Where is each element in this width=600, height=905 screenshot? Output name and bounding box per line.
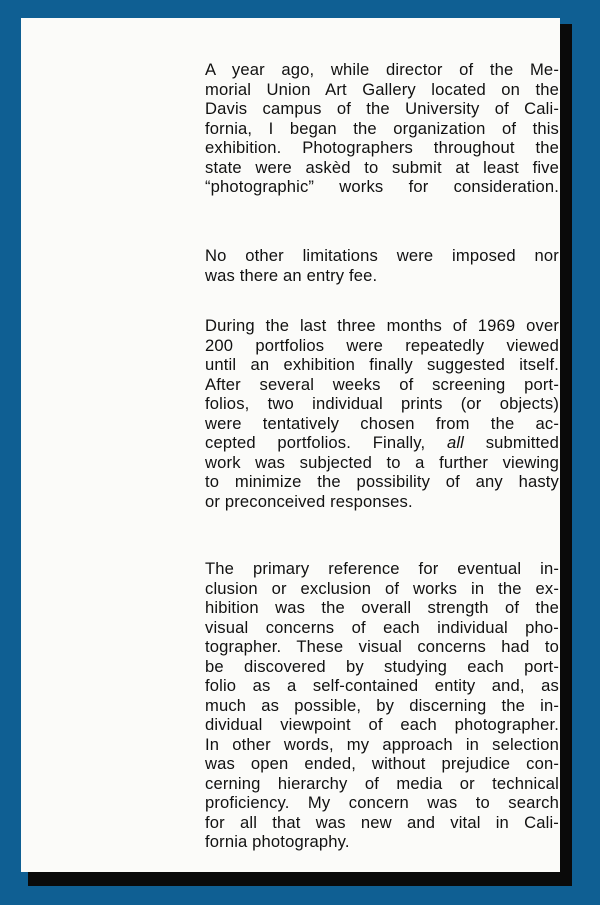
text-line: be discovered by studying each port- <box>205 656 559 676</box>
text-line: After several weeks of screening port- <box>205 374 559 394</box>
text-line: much as possible, by discerning the in- <box>205 695 559 715</box>
text-line: was there an entry fee. <box>205 265 378 285</box>
text-line: A year ago, while director of the Me- <box>205 60 559 79</box>
text-line: Davis campus of the University of Cali- <box>205 99 559 118</box>
text-line: cerning hierarchy of media or technical <box>205 773 559 793</box>
emphasized-word: all <box>446 433 464 452</box>
text-line: In other words, my approach in selection <box>205 734 559 754</box>
text-line: The primary reference for eventual in- <box>205 559 559 578</box>
text-line: fornia, I began the organization of this <box>205 118 559 138</box>
paragraph-2 <box>205 246 559 285</box>
text-line: until an exhibition finally suggested itself. <box>205 355 559 374</box>
text-line: state were askèd to submit at least five <box>205 157 559 177</box>
text-line: “photographic” works for consideration. <box>205 177 559 196</box>
text-line: for all that was new and vital in Cali- <box>205 812 559 832</box>
text-segment: cepted portfolios. Finally, <box>205 433 426 452</box>
text-line: No other limitations were imposed nor <box>205 246 559 265</box>
text-line: to minimize the possibility of any hasty <box>205 472 559 491</box>
text-segment: submitted <box>485 433 559 452</box>
text-line: tographer. These visual concerns had to <box>205 637 559 656</box>
text-line: fornia photography. <box>205 832 350 851</box>
text-line: folios, two individual prints (or objects) <box>205 394 559 413</box>
text-line: morial Union Art Gallery located on the <box>205 79 559 99</box>
text-line: dividual viewpoint of each photographer. <box>205 715 559 734</box>
text-line: were tentatively chosen from the ac- <box>205 413 559 433</box>
text-line: or preconceived responses. <box>205 491 413 511</box>
text-line: During the last three months of 1969 over <box>205 316 559 335</box>
text-line: exhibition. Photographers throughout the <box>205 138 559 157</box>
text-line: visual concerns of each individual pho- <box>205 617 559 637</box>
paragraph-3 <box>205 316 559 511</box>
text-line <box>205 433 559 453</box>
text-line: folio as a self-contained entity and, as <box>205 676 559 695</box>
paragraph-1 <box>205 60 559 197</box>
text-line: work was subjected to a further viewing <box>205 452 559 472</box>
document-page <box>21 18 560 872</box>
text-line: was open ended, without prejudice con- <box>205 754 559 773</box>
text-line: hibition was the overall strength of the <box>205 598 559 617</box>
text-line: clusion or exclusion of works in the ex- <box>205 578 559 598</box>
text-line: 200 portfolios were repeatedly viewed <box>205 335 559 355</box>
text-line: proficiency. My concern was to search <box>205 793 559 812</box>
paragraph-4 <box>205 559 559 852</box>
